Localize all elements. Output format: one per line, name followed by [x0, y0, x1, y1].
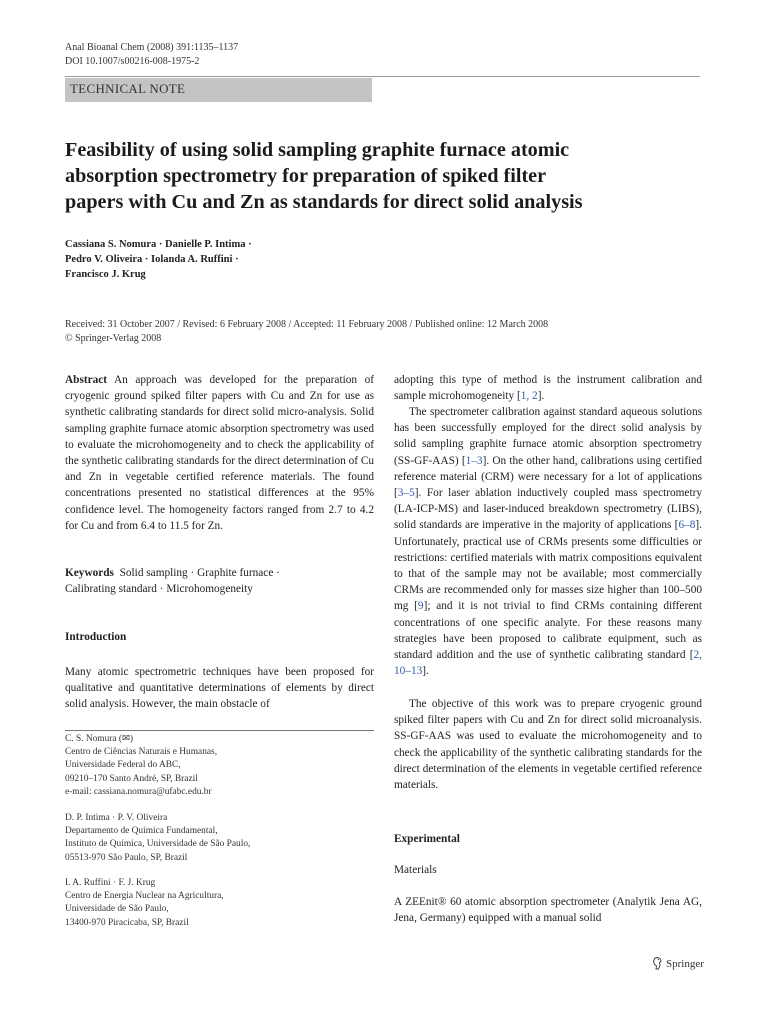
title-line: Feasibility of using solid sampling graphite furnace atomic: [65, 139, 570, 161]
text-run: adopting this type of method is the instrument calibration and sample microhomogeneity [: [394, 374, 702, 403]
keywords-label: Keywords: [65, 567, 114, 579]
affiliation-line: I. A. Ruffini · F. J. Krug: [65, 878, 156, 888]
text-run: ].: [537, 390, 545, 403]
affiliation-line: 13400-970 Piracicaba, SP, Brazil: [65, 917, 189, 928]
abstract-label: Abstract: [65, 374, 108, 386]
journal-header: [65, 41, 238, 69]
citation-link[interactable]: 1–3: [465, 454, 483, 467]
affiliation-line: 05513-970 São Paulo, SP, Brazil: [65, 852, 188, 863]
history-dates: Received: 31 October 2007 / Revised: 6 February 2008 / Accepted: 11 February 2008 / Published online: 12 March 2008: [65, 319, 549, 330]
experimental-heading: Experimental: [394, 833, 460, 845]
body-paragraph: [394, 372, 702, 404]
title-line: absorption spectrometry for preparation of spiked filter: [65, 165, 547, 187]
journal-citation: Anal Bioanal Chem (2008) 391:1135–1137: [65, 42, 239, 53]
text-run: ].: [422, 665, 429, 678]
affiliation-line: D. P. Intima · P. V. Oliveira: [65, 813, 168, 823]
text-run: ]. For laser ablation inductively coupled mass spectrometry (LA-ICP-MS) and laser-induced breakdown spectrometry (LIBS), solid standards are imperative in the majority of applications [: [394, 487, 702, 532]
affiliation-block: [65, 877, 375, 930]
affiliation-line: Universidade de São Paulo,: [65, 904, 169, 915]
author-line: Pedro V. Oliveira · Iolanda A. Ruffini ·: [65, 254, 239, 265]
introduction-paragraph: Many atomic spectrometric techniques have been proposed for qualitative and quantitative determinations of elements by direct solid analysis. However, the main obstacle of: [65, 666, 374, 711]
introduction-heading: Introduction: [65, 631, 127, 643]
footnote-rule: [65, 730, 374, 731]
affiliation-line: Departamento de Química Fundamental,: [65, 826, 218, 837]
paper-title: [65, 137, 705, 215]
author-line: Francisco J. Krug: [65, 269, 146, 280]
affiliation-line: 09210–170 Santo André, SP, Brazil: [65, 773, 198, 784]
affiliation-line: Centro de Ciências Naturais e Humanas,: [65, 747, 218, 758]
publisher-name: Springer: [666, 957, 704, 970]
journal-doi: DOI 10.1007/s00216-008-1975-2: [65, 56, 200, 67]
copyright-line: © Springer-Verlag 2008: [65, 333, 162, 344]
section-label: TECHNICAL NOTE: [65, 78, 372, 102]
keywords-line-2: Calibrating standard · Microhomogeneity: [65, 583, 253, 596]
header-rule: [65, 76, 700, 77]
body-paragraph: A ZEEnit® 60 atomic absorption spectrometer (Analytik Jena AG, Jena, Germany) equipped with a manual solid: [394, 896, 702, 925]
body-paragraph: [394, 404, 702, 679]
affiliation-line: C. S. Nomura (✉): [65, 734, 134, 744]
affiliation-block: [65, 812, 375, 865]
citation-link[interactable]: 1, 2: [520, 390, 538, 403]
publisher-footer: [652, 957, 704, 970]
citation-link[interactable]: 6–8: [678, 519, 696, 532]
citation-link[interactable]: 2, 10–13: [394, 649, 702, 678]
text-run: ]; and it is not trivial to find CRMs containing different concentrations of one specific analyte. For these reasons many strategies have been proposed to calibrate equipment, such as standard addition and the use of synthetic calibrating standard [: [394, 600, 703, 662]
citation-link[interactable]: 3–5: [397, 487, 415, 500]
affiliation-block: [65, 733, 375, 799]
citation-link[interactable]: 9: [417, 600, 424, 613]
affiliation-line: Universidade Federal do ABC,: [65, 760, 181, 771]
affiliation-email[interactable]: e-mail: cassiana.nomura@ufabc.edu.br: [65, 786, 212, 797]
text-run: The spectrometer calibration against standard aqueous solutions has been successfully employed for the direct solid analysis by solid sampling graphite furnace atomic absorption spectrometry (SS-GF-AAS) [: [394, 406, 702, 467]
springer-horse-icon: [652, 957, 663, 970]
author-list: [65, 237, 252, 282]
materials-subheading: Materials: [394, 864, 437, 876]
article-history: [65, 318, 548, 346]
author-line: Cassiana S. Nomura · Danielle P. Intima ·: [65, 239, 252, 250]
affiliation-line: Centro de Energia Nuclear na Agricultura,: [65, 891, 224, 902]
text-run: ]. On the other hand, calibrations using certified reference material (CRM) were necessary for a lot of applications [: [394, 454, 702, 500]
abstract-text: An approach was developed for the preparation of cryogenic ground spiked filter papers with Cu and Zn for use as synthetic calibrating standards for direct solid micro-analysis. Solid sampling graphite furnace atomic absorption spectrometry was used to evaluate the microhomogeneity and to check the applicability of the synthetic calibrating standards for the direct determination of Cu and Zn in vegetable certified reference materials. The found concentrations presented no statistical differences at the 95% confidence level. The homogeneity factors ranged from 2.7 to 4.2 for Cu and from 6.4 to 11.5 for Zn.: [65, 374, 374, 532]
body-paragraph: The objective of this work was to prepare cryogenic ground spiked filter papers with Cu and Zn for direct solid microanalysis. SS-GF-AAS was used to evaluate the microhomogeneity and to check the applicability of the synthetic calibrating standards for the direct determination of the elements in vegetable certified reference materials.: [394, 698, 702, 792]
abstract: [65, 372, 374, 534]
affiliation-line: Instituto de Química, Universidade de São Paulo,: [65, 839, 251, 850]
title-line: papers with Cu and Zn as standards for direct solid analysis: [65, 191, 583, 213]
keywords-line-1: Solid sampling · Graphite furnace ·: [119, 567, 280, 579]
keywords: [65, 565, 374, 597]
text-run: ]. Unfortunately, practical use of CRMs presents some difficulties or restrictions: certified materials with matrix compositions equivalent to that of the sample may not be available; most commercially CRMs are recommended only for masses size higher than 100–500 mg [: [394, 519, 702, 613]
